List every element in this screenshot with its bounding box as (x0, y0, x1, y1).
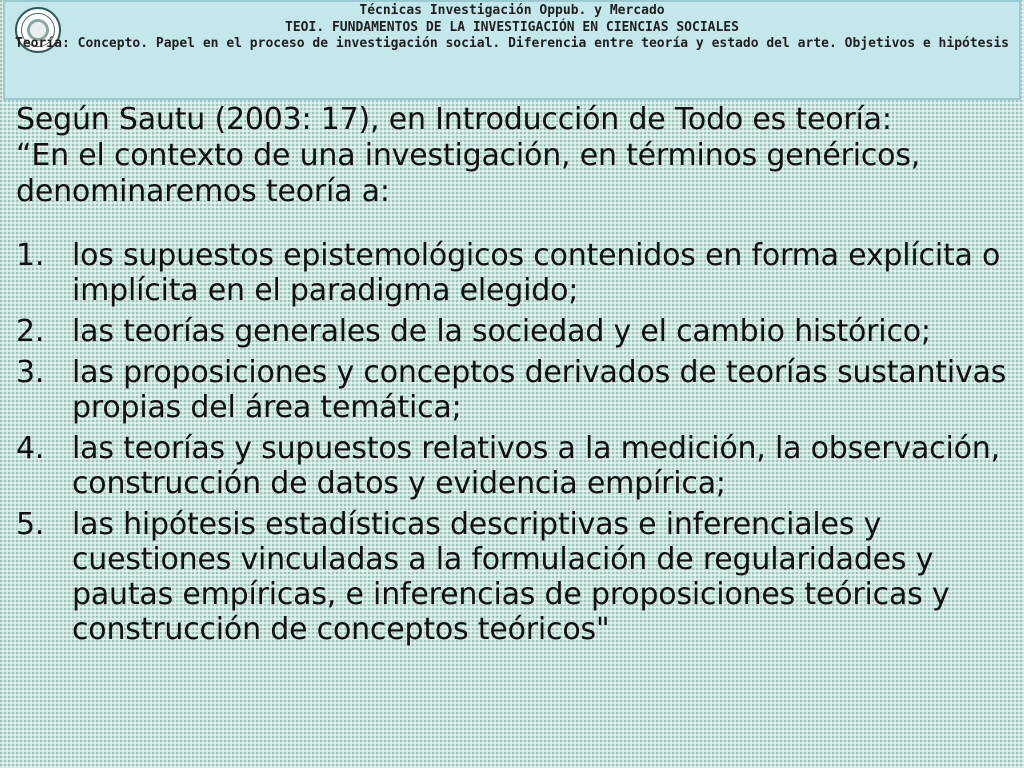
list-item-number: 3. (16, 355, 45, 390)
header-title-block (15, 3, 1009, 53)
list-item-text: las proposiciones y conceptos derivados de teorías sustantivas propias del área temática; (72, 355, 1007, 425)
quote-start: “En el contexto de una investigación, en términos genéricos, denominaremos teoría a: (16, 138, 921, 209)
list-item (0, 431, 1024, 501)
list-item-text: las teorías generales de la sociedad y el cambio histórico; (72, 314, 931, 349)
list-item-number: 2. (16, 314, 45, 349)
list-item-text: los supuestos epistemológicos contenidos en forma explícita o implícita en el paradigma elegido; (72, 238, 1001, 308)
slide-header (3, 0, 1021, 100)
slide-content (0, 101, 1024, 768)
intro-citation: Según Sautu (2003: 17), en Introducción de Todo es teoría: (16, 102, 892, 137)
intro-block (0, 101, 1024, 210)
list-item (0, 507, 1024, 647)
course-title: Técnicas Investigación Oppub. y Mercado (359, 3, 665, 18)
list-item-number: 5. (16, 507, 45, 542)
theory-list (0, 238, 1024, 647)
list-item-number: 1. (16, 238, 45, 273)
list-item-text: las teorías y supuestos relativos a la medición, la observación, construcción de datos y evidencia empírica; (72, 431, 1000, 501)
topic-title: Teoría: Concepto. Papel en el proceso de investigación social. Diferencia entre teoría y estado del arte. Objetivos e hipótesis (15, 36, 1009, 51)
list-item-number: 4. (16, 431, 45, 466)
list-item (0, 238, 1024, 308)
list-item (0, 314, 1024, 349)
unit-title: TEOI. FUNDAMENTOS DE LA INVESTIGACIÓN EN CIENCIAS SOCIALES (285, 19, 739, 35)
list-item-text: las hipótesis estadísticas descriptivas e inferenciales y cuestiones vinculadas a la formulación de regularidades y pautas empíricas, e inferencias de proposiciones teóricas y construcción de conceptos teóricos" (72, 507, 950, 647)
list-item (0, 355, 1024, 425)
